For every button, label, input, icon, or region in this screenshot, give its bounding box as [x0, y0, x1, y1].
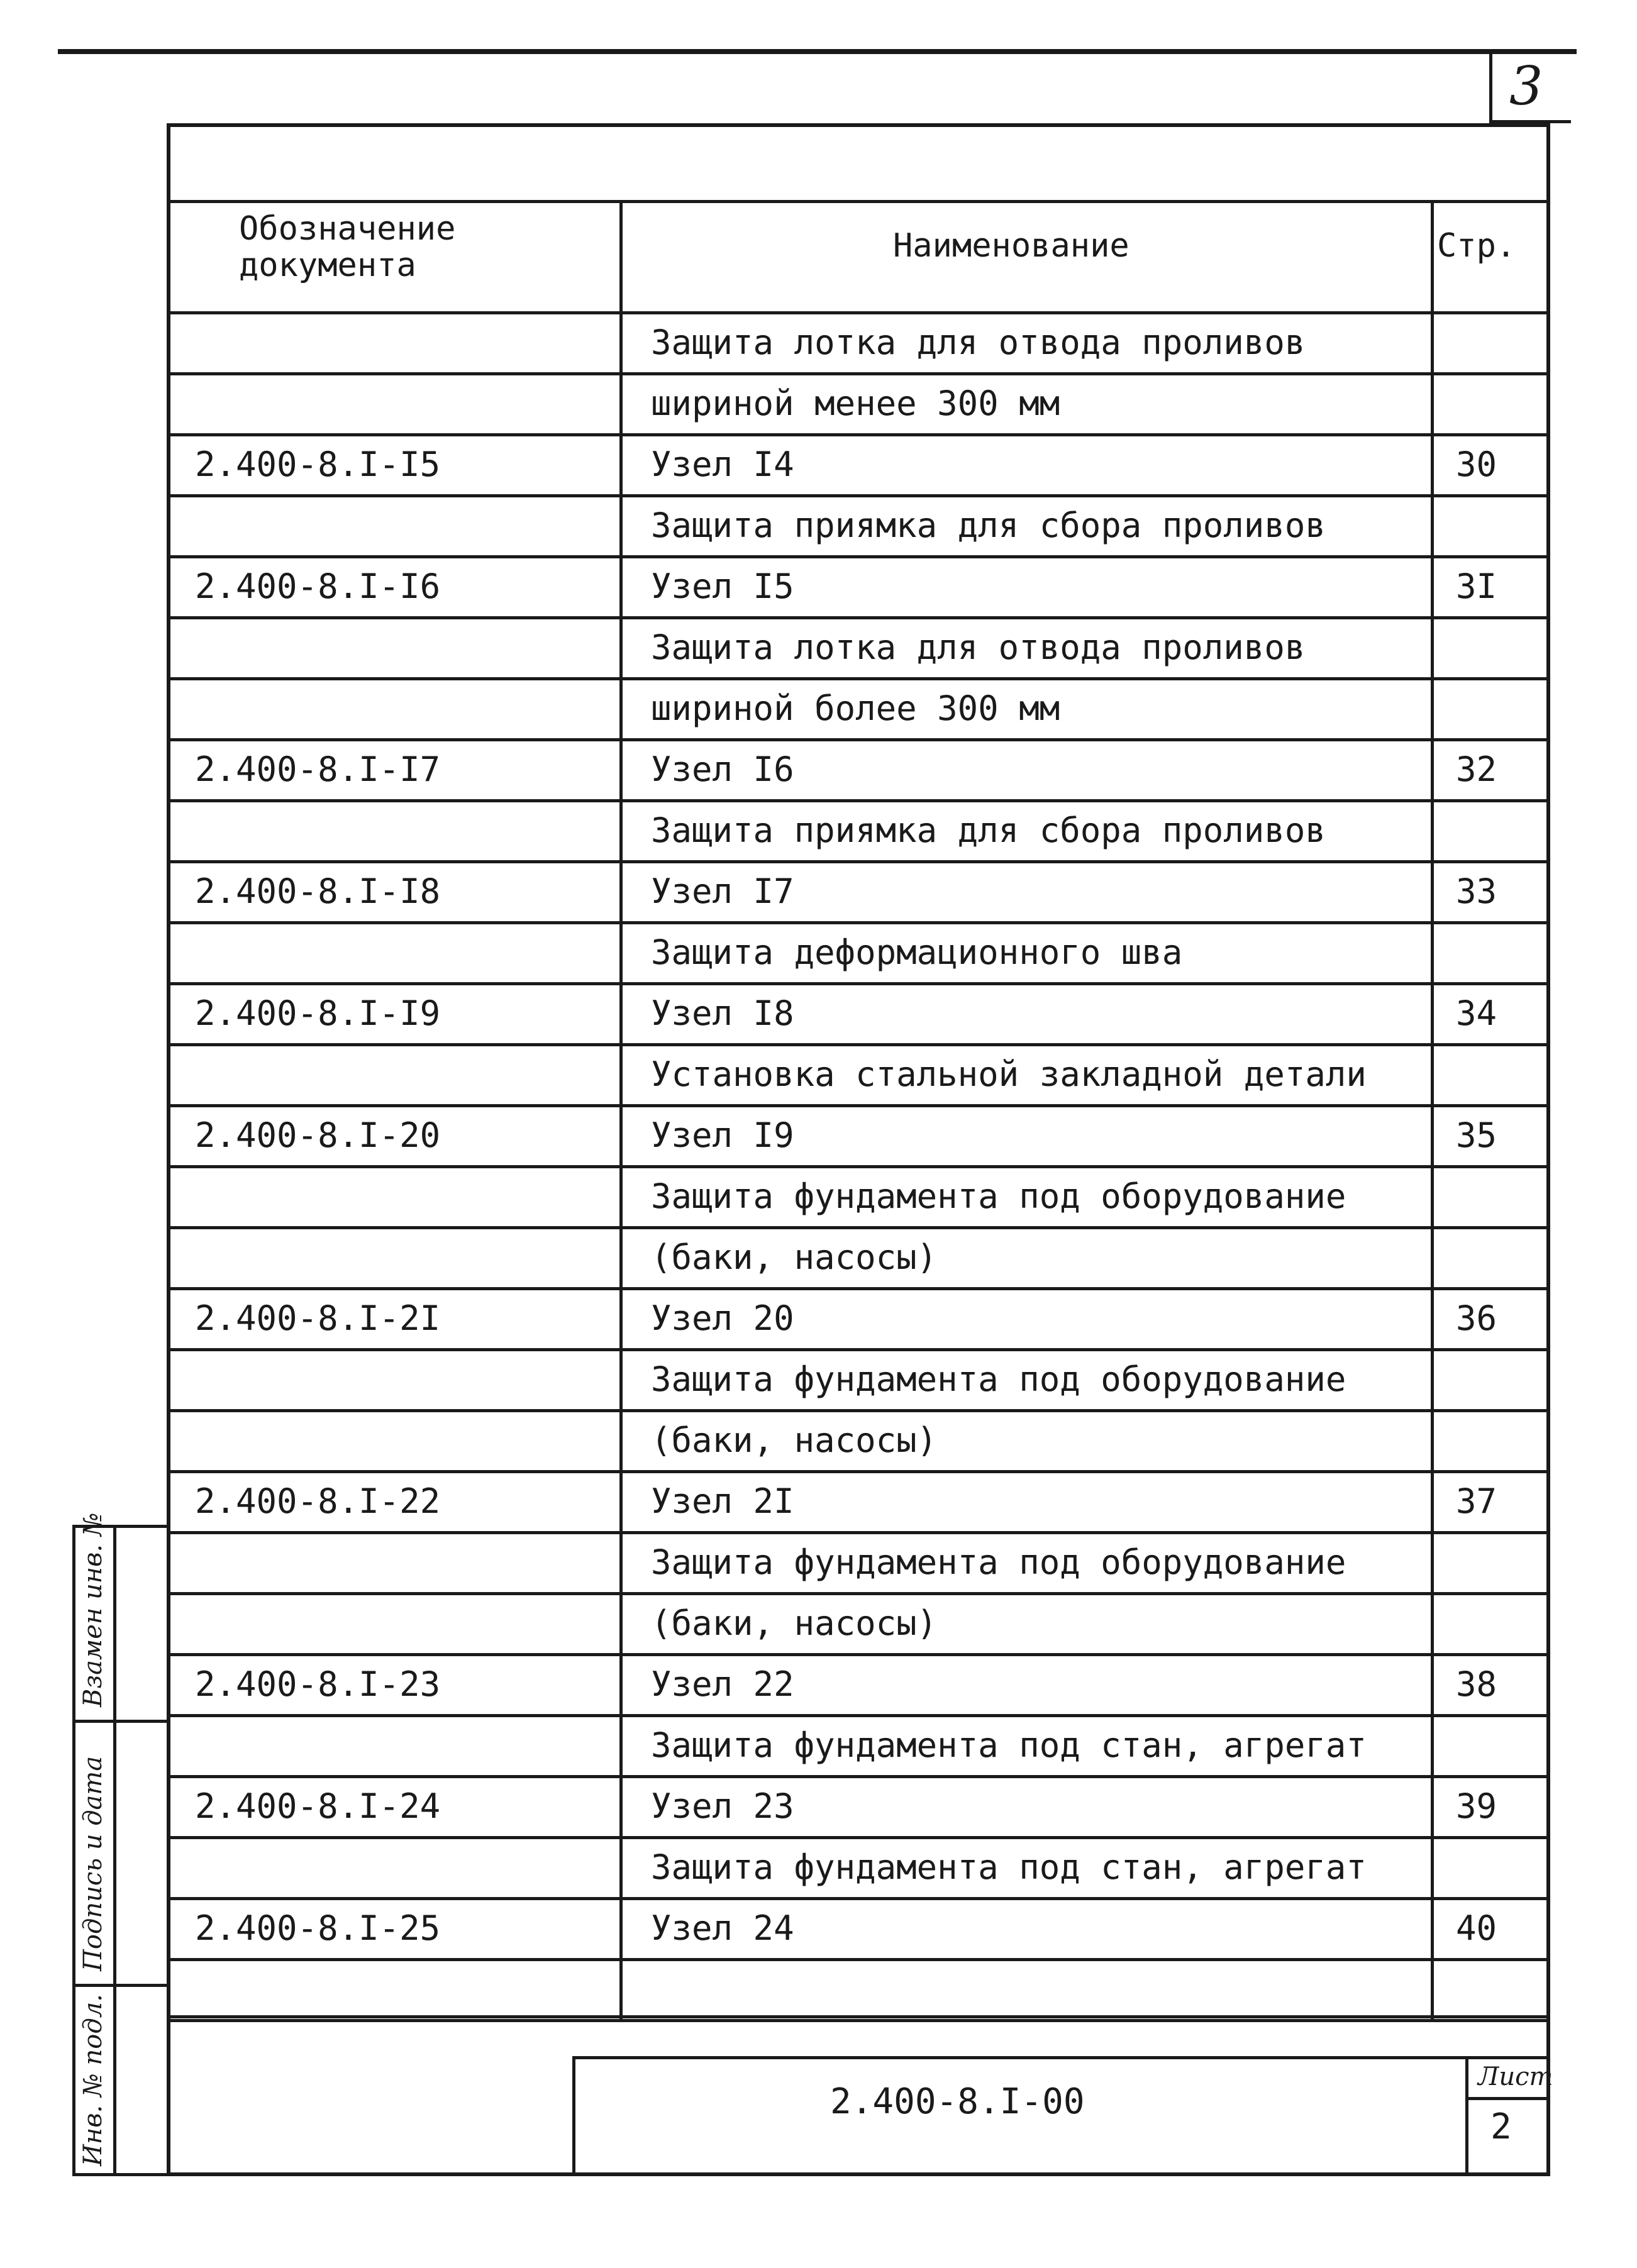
row-name: (баки, насосы): [651, 1237, 938, 1277]
row-name: Узел 20: [651, 1298, 794, 1338]
row-code: 2.400-8.I-2I: [195, 1298, 441, 1338]
header-col-page: Стр.: [1437, 227, 1516, 265]
header-col-name: Наименование: [893, 227, 1129, 265]
row-line: [167, 1958, 1550, 1961]
row-name: Защита деформационного шва: [651, 932, 1183, 972]
row-name: шириной более 300 мм: [651, 689, 1060, 728]
row-line: [167, 1348, 1550, 1351]
row-page: 32: [1456, 750, 1497, 789]
column-divider-2: [1431, 200, 1434, 2019]
row-line: [167, 1470, 1550, 1473]
row-name: Узел 24: [651, 1908, 794, 1948]
row-line: [167, 1775, 1550, 1778]
row-name: Защита приямка для сбора проливов: [651, 810, 1326, 850]
side-margin-line-1: [72, 1720, 167, 1723]
row-name: Защита фундамента под стан, агрегат: [651, 1847, 1367, 1887]
row-line: [167, 1531, 1550, 1534]
sheet-label: Лист: [1478, 2062, 1553, 2091]
row-code: 2.400-8.I-24: [195, 1786, 441, 1826]
row-name: (баки, насосы): [651, 1603, 938, 1643]
sheet-divider: [1465, 2097, 1550, 2100]
row-line: [167, 1592, 1550, 1595]
row-code: 2.400-8.I-20: [195, 1115, 441, 1155]
row-name: Защита лотка для отвода проливов: [651, 323, 1306, 362]
row-name: Узел I4: [651, 445, 794, 484]
row-code: 2.400-8.I-25: [195, 1908, 441, 1948]
row-page: 40: [1456, 1908, 1497, 1948]
header-top-line: [167, 200, 1550, 203]
row-line: [167, 1653, 1550, 1656]
row-name: Узел I9: [651, 1115, 794, 1155]
row-page: 38: [1456, 1664, 1497, 1704]
row-page: 33: [1456, 871, 1497, 911]
row-line: [167, 433, 1550, 436]
row-name: Узел I5: [651, 567, 794, 606]
row-line: [167, 1043, 1550, 1046]
side-label-signature-date: Подпись и дата: [79, 1756, 108, 1971]
header-col-designation: Обозначение документа: [239, 210, 456, 284]
row-line: [167, 1165, 1550, 1168]
sheet-number: 2: [1490, 2106, 1512, 2147]
side-margin-divider: [113, 1525, 116, 2176]
row-name: Защита лотка для отвода проливов: [651, 628, 1306, 667]
row-page: 3I: [1456, 567, 1497, 606]
row-line: [167, 1897, 1550, 1900]
row-line: [167, 677, 1550, 680]
row-name: Защита приямка для сбора проливов: [651, 506, 1326, 545]
row-page: 37: [1456, 1481, 1497, 1521]
row-line: [167, 555, 1550, 558]
row-name: Узел I6: [651, 750, 794, 789]
row-line: [167, 2019, 1550, 2022]
side-margin-line-2: [72, 1984, 167, 1987]
row-code: 2.400-8.I-23: [195, 1664, 441, 1704]
row-line: [167, 616, 1550, 619]
side-label-inv-no: Инв. № подл.: [79, 1994, 108, 2166]
row-page: 39: [1456, 1786, 1497, 1826]
row-line: [167, 921, 1550, 924]
row-name: (баки, насосы): [651, 1420, 938, 1460]
row-page: 34: [1456, 993, 1497, 1033]
row-name: Узел 2I: [651, 1481, 794, 1521]
row-line: [167, 982, 1550, 985]
page-number: 3: [1509, 55, 1543, 117]
row-name: Защита фундамента под оборудование: [651, 1176, 1346, 1216]
row-name: Защита фундамента под стан, агрегат: [651, 1725, 1367, 1765]
row-name: Защита фундамента под оборудование: [651, 1542, 1346, 1582]
stamp-document-code: 2.400-8.I-00: [830, 2081, 1085, 2122]
row-line: [167, 494, 1550, 497]
row-code: 2.400-8.I-I8: [195, 871, 441, 911]
row-code: 2.400-8.I-I5: [195, 445, 441, 484]
top-border-line: [58, 49, 1577, 54]
row-line: [167, 1714, 1550, 1717]
row-line: [167, 1836, 1550, 1839]
row-code: 2.400-8.I-I7: [195, 750, 441, 789]
row-code: 2.400-8.I-22: [195, 1481, 441, 1521]
row-line: [167, 1287, 1550, 1290]
row-line: [167, 1104, 1550, 1107]
row-name: Узел 22: [651, 1664, 794, 1704]
row-name: Узел 23: [651, 1786, 794, 1826]
stamp-top-line: [167, 2015, 1550, 2018]
row-name: Установка стальной закладной детали: [651, 1054, 1367, 1094]
header-bottom-line: [167, 311, 1550, 314]
row-name: Узел I7: [651, 871, 794, 911]
row-line: [167, 372, 1550, 375]
row-line: [167, 799, 1550, 802]
row-name: шириной менее 300 мм: [651, 384, 1060, 423]
row-name: Узел I8: [651, 993, 794, 1033]
row-code: 2.400-8.I-I6: [195, 567, 441, 606]
row-page: 30: [1456, 445, 1497, 484]
row-line: [167, 1226, 1550, 1229]
row-code: 2.400-8.I-I9: [195, 993, 441, 1033]
column-divider-1: [619, 200, 623, 2019]
row-name: Защита фундамента под оборудование: [651, 1359, 1346, 1399]
row-line: [167, 1409, 1550, 1412]
row-line: [167, 860, 1550, 863]
row-page: 35: [1456, 1115, 1497, 1155]
row-page: 36: [1456, 1298, 1497, 1338]
side-label-ref-no: Взамен инв. №: [79, 1512, 108, 1707]
row-line: [167, 738, 1550, 741]
